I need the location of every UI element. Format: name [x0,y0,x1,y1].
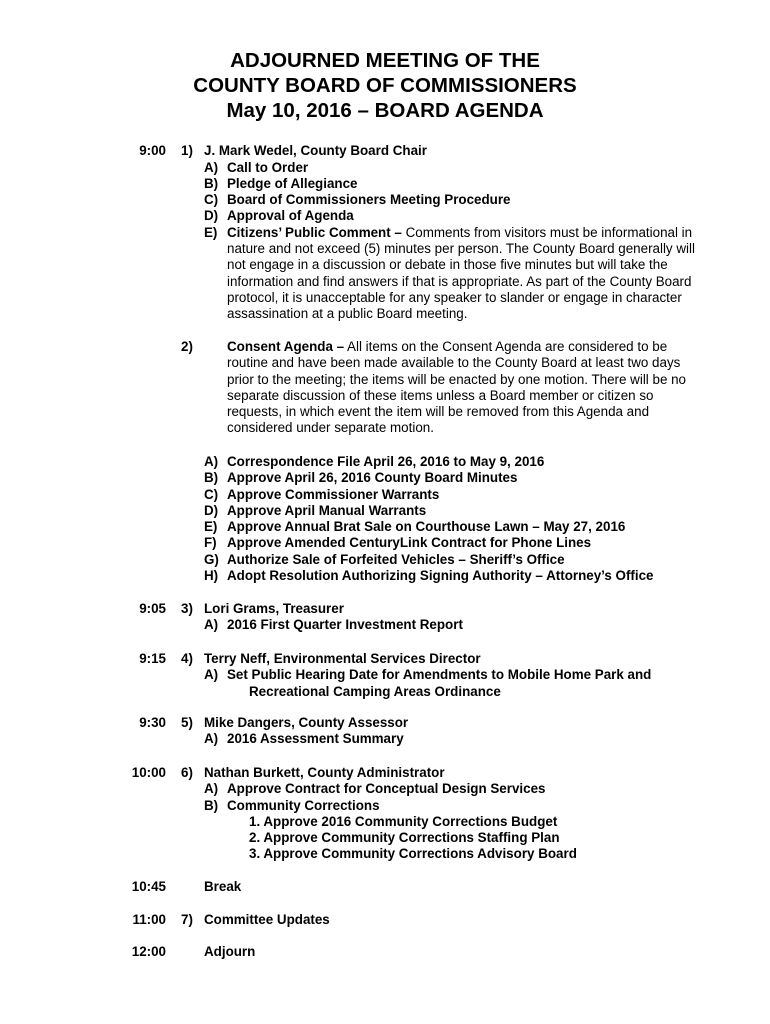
section-heading: J. Mark Wedel, County Board Chair [204,143,427,158]
item-text: Call to Order [227,159,309,175]
item-text: Approve April 26, 2016 County Board Minutes [227,470,518,486]
item-number: 4) [181,651,193,666]
sub-item-list [204,160,744,225]
list-item [204,552,744,568]
item-text: Recreational Camping Areas Ordinance [249,683,501,699]
item-number: 6) [181,765,193,780]
sub-item-list [204,731,744,747]
paragraph-line: Comments from visitors must be informational in [401,224,693,240]
item-letter: A) [204,159,219,175]
item-letter: A) [204,617,219,633]
break-label: Break [204,879,242,894]
list-item [204,160,744,176]
section-heading: Lori Grams, Treasurer [204,601,344,616]
item-letter: G) [204,551,219,567]
item-text: Authorize Sale of Forfeited Vehicles – Sheriff’s Office [227,551,565,567]
item-letter: A) [204,454,219,469]
item-letter: C) [204,486,219,502]
paragraph-line: separate discussion of these items unless a Board member or citizen so [227,387,654,403]
time-slot: 9:05 [139,601,166,616]
list-item [204,798,744,814]
item-text: Approve Commissioner Warrants [227,486,440,502]
item-text: Pledge of Allegiance [227,175,358,191]
title-line-1: ADJOURNED MEETING OF THE [230,49,540,72]
section-heading: Terry Neff, Environmental Services Director [204,651,481,666]
public-comment-paragraph [227,225,727,323]
item-text: Community Corrections [227,797,380,813]
consent-agenda-paragraph [227,339,727,437]
time-slot: 9:15 [139,651,166,666]
section-heading: Committee Updates [204,912,330,927]
list-item [204,781,744,797]
list-item [204,731,744,747]
title-line-3: May 10, 2016 – BOARD AGENDA [226,99,544,122]
time-slot: 9:00 [139,143,166,158]
numbered-item: 3. Approve Community Corrections Advisory Board [249,846,577,862]
list-item [204,617,744,633]
adjourn-label: Adjourn [204,944,256,959]
list-item [204,192,744,208]
list-item [204,208,744,224]
item-letter: B) [204,797,219,813]
numbered-item: 2. Approve Community Corrections Staffing Plan [249,830,560,846]
list-item [204,176,744,192]
section-heading: Nathan Burkett, County Administrator [204,765,445,780]
public-comment-heading: Citizens’ Public Comment – [227,224,402,240]
sub-item-list [204,667,744,700]
paragraph-line: nature and not exceed (5) minutes per person. The County Board generally will [227,240,695,256]
time-slot: 11:00 [132,912,166,927]
paragraph-line: routine and have been made available to the County Board at least two days [227,355,681,371]
item-text: Approve April Manual Warrants [227,502,427,518]
consent-item-list [204,454,744,584]
list-item-continuation [204,684,744,700]
item-text: Approval of Agenda [227,208,354,224]
item-text: Adopt Resolution Authorizing Signing Authority – Attorney’s Office [227,568,654,584]
paragraph-line: requests, in which event the item will be removed from this Agenda and [227,404,650,420]
consent-agenda-heading: Consent Agenda – [227,339,345,354]
item-text: Approve Annual Brat Sale on Courthouse Lawn – May 27, 2016 [227,519,626,535]
list-item [204,470,744,486]
list-item [204,535,744,551]
item-text: Approve Amended CenturyLink Contract for Phone Lines [227,535,592,551]
sub-item-list [204,617,744,633]
item-letter: C) [204,192,219,208]
item-letter: E) [204,519,218,535]
item-letter: E) [204,224,218,240]
item-number: 7) [181,912,193,927]
time-slot: 12:00 [131,944,166,959]
list-item [204,519,744,535]
list-item [204,667,744,683]
item-number: 2) [181,339,193,354]
numbered-sub-list [249,814,749,863]
paragraph-line: protocol, it is unacceptable for any speaker to slander or engage in character [227,289,682,305]
sub-item-list [204,781,744,814]
time-slot: 10:00 [131,765,166,780]
title-line-2: COUNTY BOARD OF COMMISSIONERS [193,74,577,97]
time-slot: 10:45 [131,879,166,894]
item-text: 2016 First Quarter Investment Report [227,617,463,633]
item-letter: F) [204,535,217,551]
paragraph-line: All items on the Consent Agenda are considered to be [344,339,668,354]
list-item [204,454,744,470]
item-text: Board of Commissioners Meeting Procedure [227,192,511,208]
item-text: 2016 Assessment Summary [227,731,404,747]
paragraph-line: information and find answers if that is appropriate. As part of the County Board [227,273,692,289]
time-slot: 9:30 [139,715,166,730]
paragraph-line: considered under separate motion. [227,420,434,436]
paragraph-line: assassination at a public Board meeting. [227,306,468,322]
item-number: 1) [181,143,193,158]
paragraph-line: not engage in a discussion or debate in those five minutes but will take the [227,257,668,273]
item-number: 5) [181,715,193,730]
item-text: Set Public Hearing Date for Amendments to Mobile Home Park and [227,667,652,683]
agenda-title [0,48,770,123]
item-letter: D) [204,208,219,224]
item-letter: H) [204,568,219,584]
item-text: Approve Contract for Conceptual Design Services [227,781,546,797]
list-item [204,568,744,584]
item-letter: D) [204,502,219,518]
item-letter: A) [204,667,219,683]
numbered-item: 1. Approve 2016 Community Corrections Budget [249,813,558,829]
item-letter: A) [204,731,219,747]
item-letter: B) [204,470,219,486]
section-heading: Mike Dangers, County Assessor [204,715,409,730]
list-item [204,503,744,519]
paragraph-line: prior to the meeting; the items will be enacted by one motion. There will be no [227,371,687,387]
list-item [204,487,744,503]
item-number: 3) [181,601,193,616]
item-letter: B) [204,175,219,191]
item-letter: A) [204,781,219,797]
item-text: Correspondence File April 26, 2016 to May 9, 2016 [227,454,545,469]
